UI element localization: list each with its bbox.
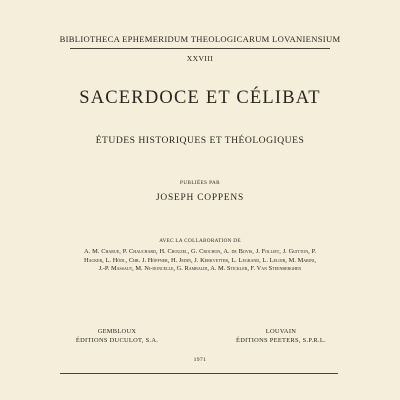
publisher-right-name: ÉDITIONS PEETERS, S.P.R.L. — [236, 336, 326, 344]
publisher-left — [32, 328, 202, 345]
collaboration-label: AVEC LA COLLABORATION DE — [159, 238, 241, 244]
editor-name: JOSEPH COPPENS — [155, 193, 245, 203]
publisher-right — [196, 328, 366, 345]
book-title: SACERDOCE ET CÉLIBAT — [79, 88, 321, 108]
publisher-right-city: LOUVAIN — [265, 328, 297, 335]
volume-number: XXVIII — [186, 54, 214, 63]
contributors-list: A. M. Charue, P. Chauchard, H. Crouzel, G. Crochon, A. de Bovis, J. Folliet, J. Guitton, P. Hacker, L. Hödl, Chr. J. Höffner, H. Jedin, J. Kerkvetter, L. Legrand, L. Leloir, M. Marini, J.-P. Massaut, M. Ni-doncelle, G. Rambaldi, A. M. Stickler, F. Van Steenberghen — [84, 248, 316, 273]
publisher-left-name: ÉDITIONS DUCULOT, S.A. — [75, 336, 159, 344]
published-by-label: PUBLIÉES PAR — [180, 180, 220, 186]
bottom-rule — [60, 373, 338, 374]
top-rule — [70, 48, 330, 49]
series-name: BIBLIOTHECA EPHEMERIDUM THEOLOGICARUM LOVANIENSIUM — [59, 34, 341, 44]
publication-year: 1971 — [193, 357, 207, 363]
book-subtitle: ÉTUDES HISTORIQUES ET THÉOLOGIQUES — [95, 135, 305, 146]
publisher-left-city: GEMBLOUX — [97, 328, 137, 335]
